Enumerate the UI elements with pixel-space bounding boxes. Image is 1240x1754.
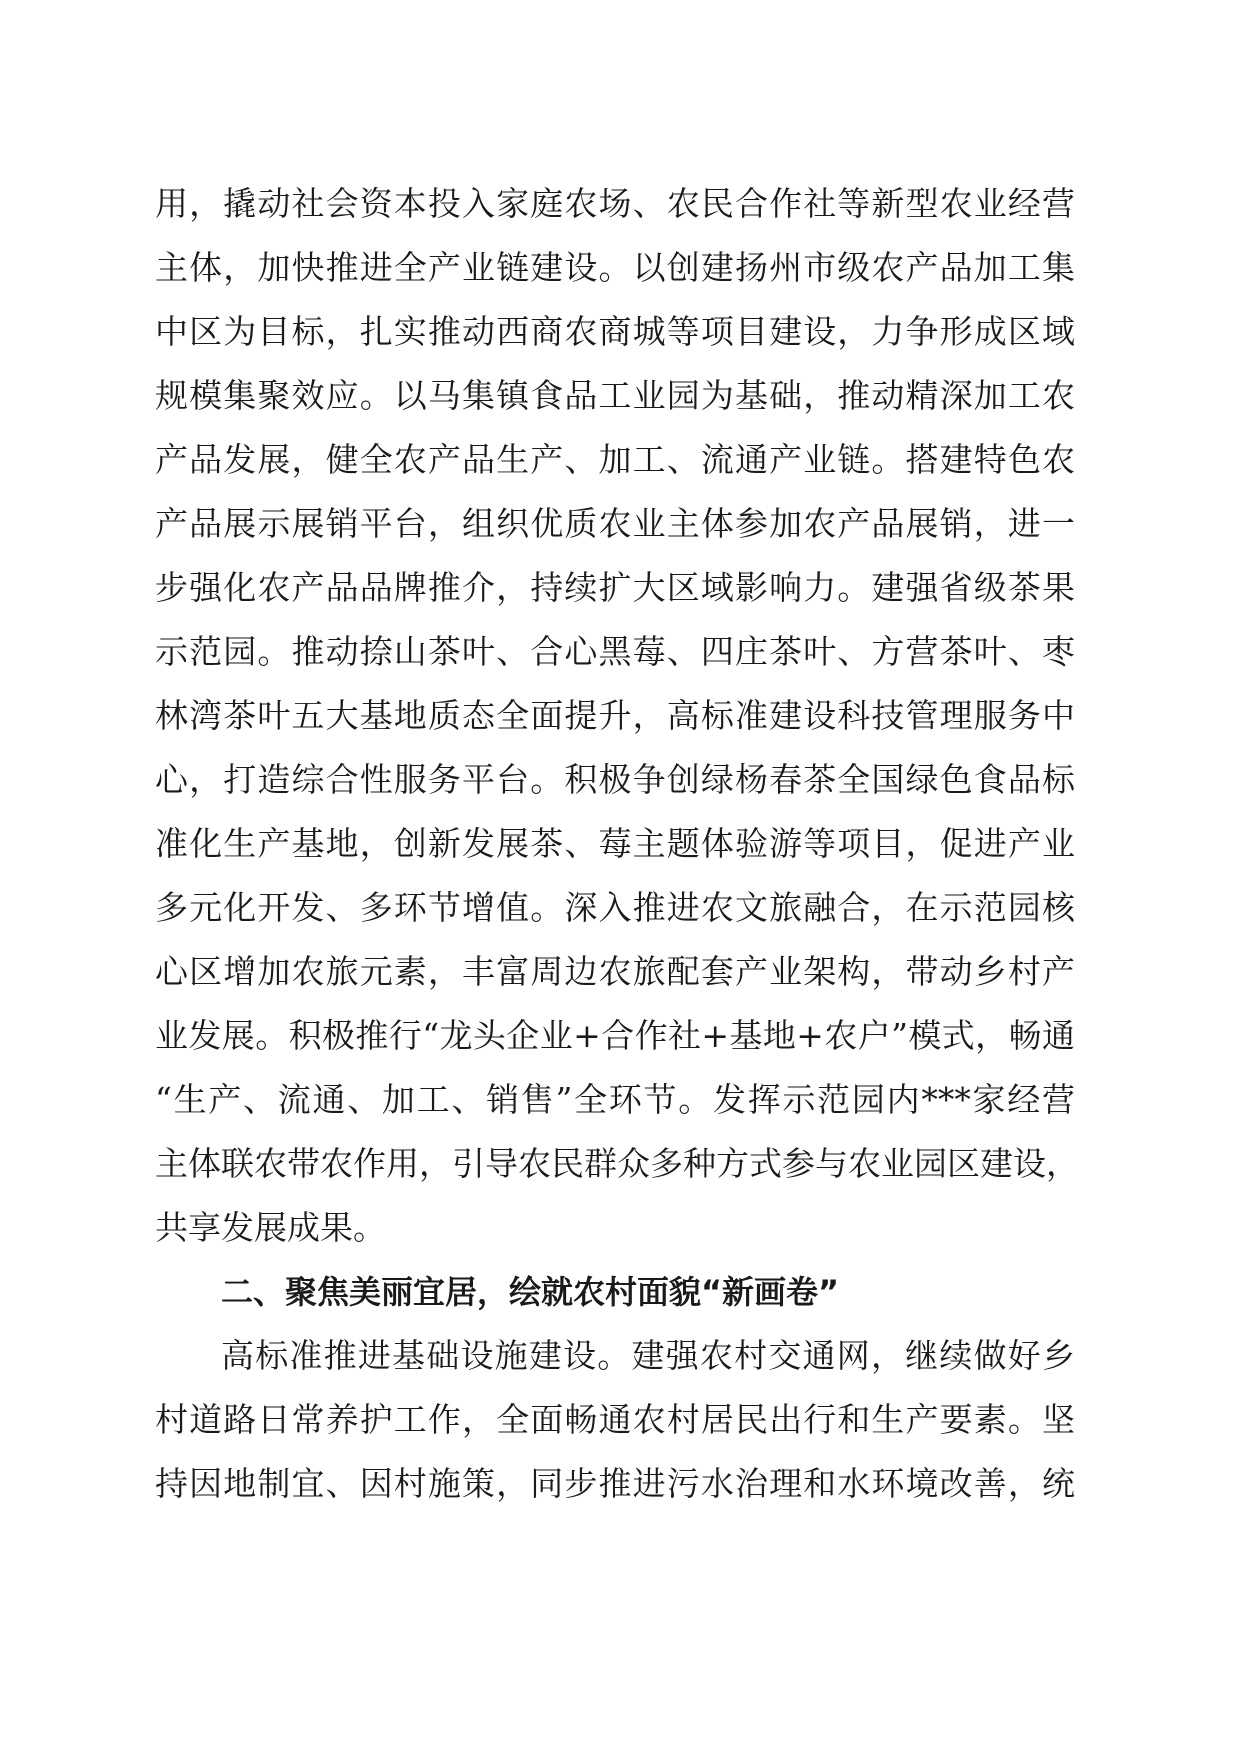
body-text-line: 业发展。积极推行“龙头企业+合作社+基地+农户”模式，畅通	[155, 1016, 1075, 1055]
body-text-line: 规模集聚效应。以马集镇食品工业园为基础，推动精深加工农	[155, 376, 1075, 415]
body-text-line: 准化生产基地，创新发展茶、莓主题体验游等项目，促进产业	[155, 824, 1075, 863]
body-text-line: 产品发展，健全农产品生产、加工、流通产业链。搭建特色农	[155, 440, 1075, 479]
body-text-line: 多元化开发、多环节增值。深入推进农文旅融合，在示范园核	[155, 888, 1075, 927]
body-text-line: 村道路日常养护工作，全面畅通农村居民出行和生产要素。坚	[155, 1400, 1075, 1439]
body-text-line: 高标准推进基础设施建设。建强农村交通网，继续做好乡	[221, 1336, 1075, 1375]
body-text-line: 心，打造综合性服务平台。积极争创绿杨春茶全国绿色食品标	[155, 760, 1075, 799]
body-text-line: 示范园。推动捺山茶叶、合心黑莓、四庄茶叶、方营茶叶、枣	[155, 632, 1075, 671]
body-text-line: 主体联农带农作用，引导农民群众多种方式参与农业园区建设，	[155, 1144, 1079, 1183]
body-text-line: 中区为目标，扎实推动西商农商城等项目建设，力争形成区域	[155, 312, 1075, 351]
body-text-line: 心区增加农旅元素，丰富周边农旅配套产业架构，带动乡村产	[155, 952, 1075, 991]
body-text-line: 用，撬动社会资本投入家庭农场、农民合作社等新型农业经营	[155, 184, 1075, 223]
body-text-line: 产品展示展销平台，组织优质农业主体参加农产品展销，进一	[155, 504, 1075, 543]
body-text-line: 共享发展成果。	[155, 1208, 386, 1247]
body-text-line: 林湾茶叶五大基地质态全面提升，高标准建设科技管理服务中	[155, 696, 1075, 735]
body-text-line: 持因地制宜、因村施策，同步推进污水治理和水环境改善，统	[155, 1464, 1075, 1503]
body-text-line: 步强化农产品品牌推介，持续扩大区域影响力。建强省级茶果	[155, 568, 1075, 607]
section-heading: 二、聚焦美丽宜居，绘就农村面貌“新画卷”	[221, 1273, 840, 1311]
body-text-line: “生产、流通、加工、销售”全环节。发挥示范园内***家经营	[155, 1080, 1075, 1119]
body-text-line: 主体，加快推进全产业链建设。以创建扬州市级农产品加工集	[155, 248, 1075, 287]
